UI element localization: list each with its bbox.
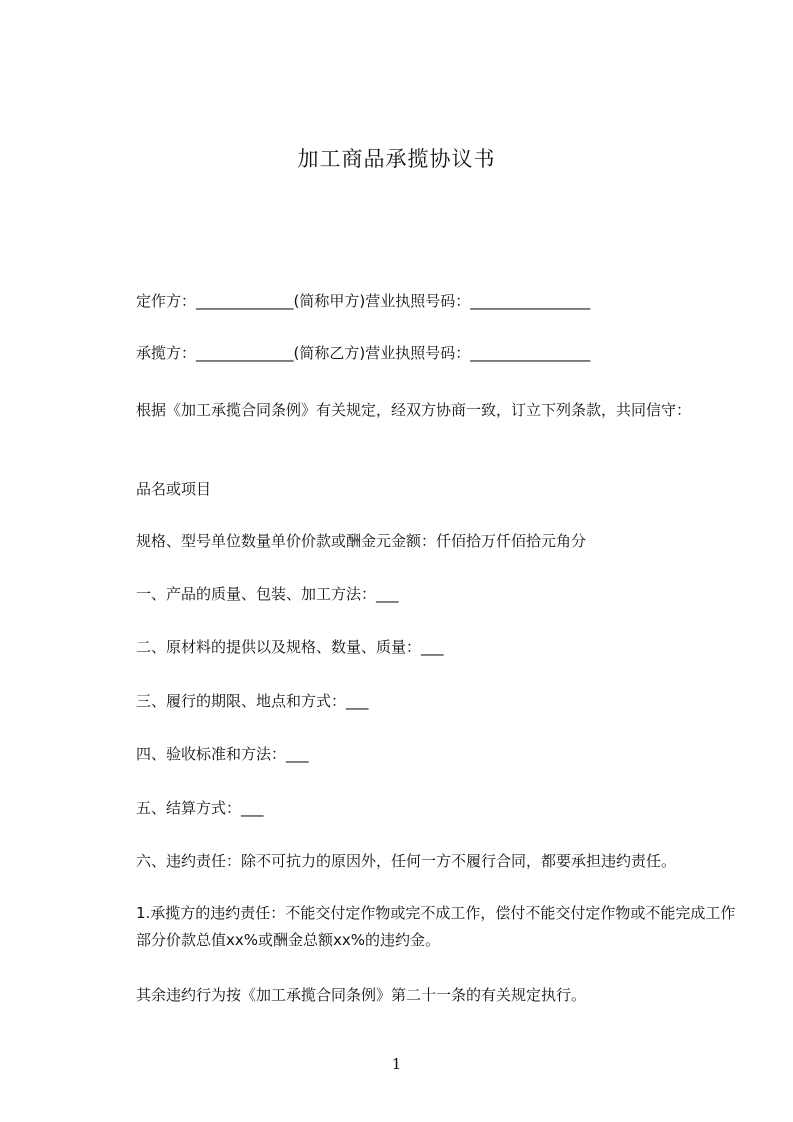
page-number: 1 — [391, 1055, 402, 1073]
party-b-line: 承揽方：_____________(简称乙方)营业执照号码：________________ — [136, 344, 591, 362]
clause-5: 五、结算方式：___ — [136, 799, 264, 817]
document-title: 加工商品承揽协议书 — [297, 147, 496, 171]
party-a-line: 定作方：_____________(简称甲方)营业执照号码：________________ — [136, 292, 591, 310]
clause-3: 三、履行的期限、地点和方式：___ — [136, 692, 369, 710]
clause-6: 六、违约责任：除不可抗力的原因外，任何一方不履行合同，都要承担违约责任。 — [136, 852, 677, 870]
clause-6-item-1: 1.承揽方的违约责任：不能交付定作物或完不成工作，偿付不能交付定作物或不能完成工作部分价款总值xx%或酬金总额xx%的违约金。 — [136, 904, 736, 949]
clause-2: 二、原材料的提供以及规格、数量、质量：___ — [136, 638, 444, 656]
item-name-line: 品名或项目 — [136, 480, 212, 498]
spec-line: 规格、型号单位数量单价价款或酬金元金额：仟佰拾万仟佰拾元角分 — [136, 532, 587, 550]
clause-1: 一、产品的质量、包装、加工方法：___ — [136, 585, 399, 603]
other-breach-line: 其余违约行为按《加工承揽合同条例》第二十一条的有关规定执行。 — [136, 986, 587, 1004]
preamble-paragraph: 根据《加工承揽合同条例》有关规定，经双方协商一致，订立下列条款，共同信守： — [136, 401, 692, 419]
clause-4: 四、验收标准和方法：___ — [136, 745, 309, 763]
